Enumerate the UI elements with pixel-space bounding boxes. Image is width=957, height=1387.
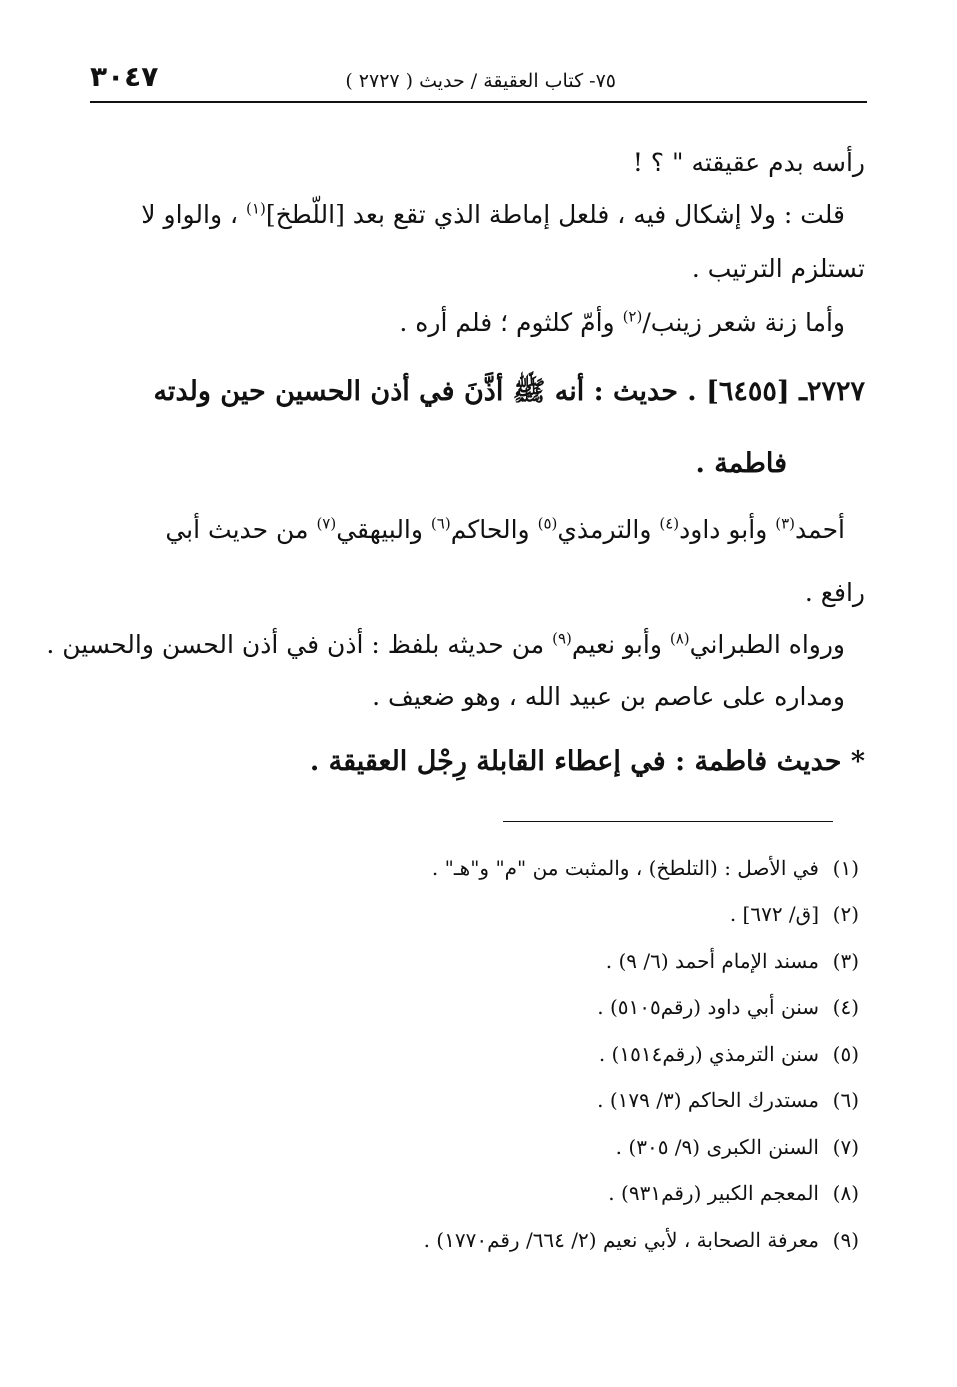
footnote-ref[interactable]: (٩) — [552, 629, 572, 648]
footnote-item — [616, 1134, 859, 1160]
footnote-text: في الأصل : (التلطخ) ، والمثبت من "م" و"هـ" . — [431, 856, 819, 880]
body-line — [165, 515, 845, 545]
body-text: تستلزم الترتيب . — [691, 254, 865, 283]
footnote-ref[interactable]: (٧) — [316, 514, 337, 533]
footnote-ref[interactable]: (٨) — [669, 629, 690, 648]
footnote-number: (٧) — [832, 1135, 859, 1159]
footnote-text: مسند الإمام أحمد (٦/ ٩) . — [605, 949, 819, 973]
hadith-heading: ٢٧٢٧ـ [٦٤٥٥] . حديث : أنه ﷺ أذَّنَ في أذن الحسين حين ولدته — [153, 376, 865, 407]
footnote-number: (٣) — [832, 949, 859, 973]
footnote-item — [424, 1227, 859, 1253]
body-text: وأمّ كلثوم ؛ فلم أره . — [399, 308, 623, 337]
body-line — [399, 308, 845, 338]
body-text: قلت : ولا إشكال فيه ، فلعل إماطة الذي تقع بعد [اللّطخ] — [265, 200, 845, 229]
footnote-divider — [503, 821, 833, 822]
body-line — [141, 200, 845, 230]
footnote-item — [606, 948, 859, 974]
body-text: أحمد — [795, 515, 845, 544]
body-text: وأبو داود — [679, 515, 776, 544]
footnote-number: (٢) — [832, 902, 859, 926]
footnote-item — [599, 1041, 859, 1067]
footnote-number: (٥) — [832, 1042, 859, 1066]
footnote-item — [597, 994, 859, 1020]
running-header — [90, 58, 866, 98]
body-text: رافع . — [804, 578, 865, 607]
footnote-text: [ق/ ٦٧٢] . — [729, 902, 819, 926]
body-text: ، والواو لا — [141, 200, 247, 229]
hadith-heading-continued: فاطمة . — [695, 448, 787, 479]
body-line — [633, 148, 865, 178]
footnote-number: (٤) — [832, 995, 859, 1019]
footnote-text: سنن أبي داود (رقم٥١٠٥) . — [597, 995, 819, 1019]
footnote-text: السنن الكبرى (٩/ ٣٠٥) . — [615, 1135, 819, 1159]
body-text: والترمذي — [557, 515, 660, 544]
body-line — [805, 578, 865, 608]
footnote-ref[interactable]: (٤) — [659, 514, 680, 533]
footnote-ref[interactable]: (٣) — [775, 514, 796, 533]
body-text: وأما زنة شعر زينب/ — [642, 308, 845, 337]
body-line — [46, 630, 845, 660]
footnote-text: معرفة الصحابة ، لأبي نعيم (٢/ ٦٦٤/ رقم١٧٧٠) . — [423, 1228, 819, 1252]
body-text: وأبو نعيم — [571, 630, 670, 659]
footnote-text: مستدرك الحاكم (٣/ ١٧٩) . — [597, 1088, 819, 1112]
body-text: من حديث أبي — [165, 515, 317, 544]
body-line — [692, 254, 865, 284]
footnote-number: (٨) — [832, 1181, 859, 1205]
footnote-ref[interactable]: (٥) — [537, 514, 558, 533]
footnote-number: (٦) — [832, 1088, 859, 1112]
footnote-ref[interactable]: (٢) — [622, 307, 643, 326]
footnote-text: سنن الترمذي (رقم١٥١٤) . — [598, 1042, 819, 1066]
header-title: ٧٥- كتاب العقيقة / حديث ( ٢٧٢٧ ) — [345, 70, 616, 92]
body-text: والحاكم — [450, 515, 538, 544]
footnote-item — [730, 901, 859, 927]
section-heading: * حديث فاطمة : في إعطاء القابلة رِجْل العقيقة . — [309, 746, 865, 777]
body-text: ورواه الطبراني — [689, 630, 845, 659]
footnote-ref[interactable]: (٦) — [430, 514, 451, 533]
footnote-item — [608, 1180, 859, 1206]
footnote-item — [432, 855, 859, 881]
page-number: ٣٠٤٧ — [90, 60, 159, 93]
footnote-text: المعجم الكبير (رقم٩٣١) . — [608, 1181, 819, 1205]
body-text: من حديثه بلفظ : أذن في أذن الحسن والحسين . — [46, 630, 553, 659]
body-text: والبيهقي — [336, 515, 431, 544]
footnote-number: (١) — [832, 856, 859, 880]
body-text: رأسه بدم عقيقته " ؟ ! — [632, 148, 865, 177]
footnote-item — [597, 1087, 859, 1113]
body-text: ومداره على عاصم بن عبيد الله ، وهو ضعيف . — [372, 682, 845, 711]
body-line — [372, 682, 845, 712]
footnote-ref[interactable]: (١) — [246, 199, 266, 218]
footnote-number: (٩) — [832, 1228, 859, 1252]
header-divider — [90, 101, 867, 103]
